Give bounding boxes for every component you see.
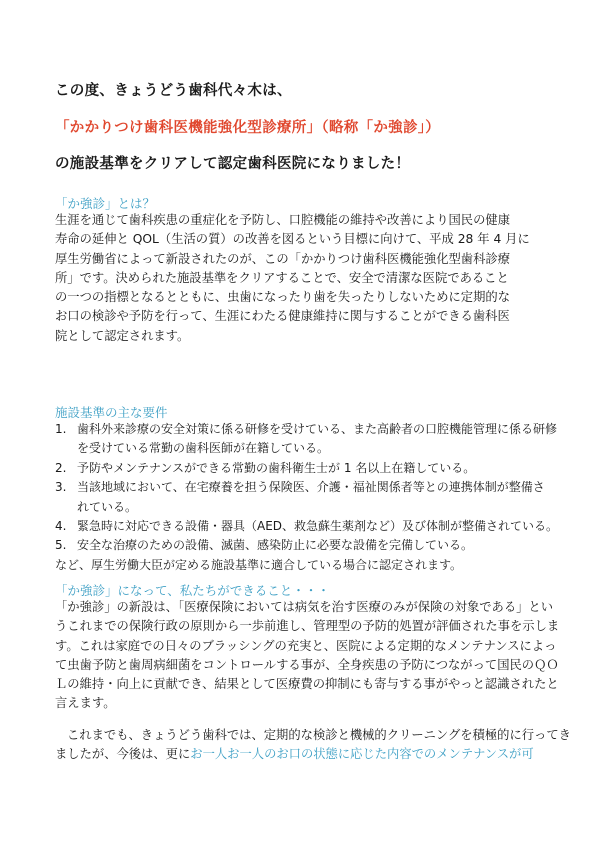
paragraph-line: これまでも、きょうどう歯科では、定期的な検診と機械的クリーニングを積極的に行ってき: [67, 728, 571, 742]
list-item-text: 当該地域において、在宅療養を担う保険医、介護・福祉関係者等との連携体制が整備さ: [77, 480, 545, 495]
intro-line-certified: の施設基準をクリアして認定歯科医院になりました！: [55, 156, 411, 172]
list-item: [55, 517, 560, 536]
paragraph-line: お口の検診や予防を行って、生涯にわたる健康維持に関与することができる歯科医: [55, 309, 510, 324]
section-title-what-is: 「か強診」とは？: [55, 196, 156, 211]
list-item: [55, 536, 560, 555]
section-title-requirements: 施設基準の主な要件: [55, 405, 168, 420]
intro-line-clinic: この度、きょうどう歯科代々木は、: [55, 83, 292, 99]
list-item-text: れている。: [77, 499, 138, 514]
list-item-text: を受けている常勤の歯科医師が在籍している。: [77, 441, 330, 456]
list-item: [55, 420, 560, 459]
list-item-number: 5.: [55, 538, 67, 553]
paragraph-line: 「か強診」の新設は、「医療保険においては病気を治す医療のみが保険の対象である」とい: [55, 600, 554, 614]
list-item-text: 緊急時に対応できる設備・器具（AED、救急蘇生薬剤など）及び体制が整備されている。: [77, 519, 559, 534]
paragraph-line: うこれまでの保険行政の原則から一歩前進し、管理型の予防的処置が評価された事を示しま: [55, 619, 560, 634]
paragraph-line: Ｌの維持・向上に貢献でき、結果として医療費の抑制にも寄与する事がやっと認識されたと: [55, 677, 559, 692]
list-item-text: 安全な治療のための設備、滅菌、感染防止に必要な設備を完備している。: [77, 538, 474, 553]
requirements-list: [55, 420, 560, 575]
closing-paragraph: [55, 726, 571, 765]
closing-highlight-text: お一人お一人のお口の状態に応じた内容でのメンテナンスが可: [190, 747, 534, 762]
list-item-number: 4.: [55, 519, 67, 534]
section-title-what-we-can-do: 「か強診」になって、私たちができること・・・: [55, 583, 330, 598]
list-item-number: 3.: [55, 480, 67, 495]
list-item: [55, 459, 560, 478]
paragraph-line: す。これは家庭での日々のブラッシングの充実と、医院による定期的なメンテナンスによっ: [55, 638, 557, 653]
intro-line-designation: 「かかりつけ歯科医機能強化型診療所」（略称「か強診」）: [55, 120, 441, 136]
list-item: [55, 478, 560, 517]
list-item-text: 歯科外来診療の安全対策に係る研修を受けている、また高齢者の口腔機能管理に係る研修: [77, 422, 558, 436]
paragraph-line: て虫歯予防と歯周病細菌をコントロールする事が、全身疾患の予防につながって国民のＱＯ: [55, 657, 559, 672]
list-item-number: 1.: [55, 422, 67, 436]
paragraph-line: の一つの指標となるとともに、虫歯になったり歯を失ったりしないために定期的な: [55, 290, 510, 305]
paragraph-line: 厚生労働省によって新設されたのが、この「かかりつけ歯科医機能強化型歯科診療: [55, 251, 510, 266]
closing-plain-text: ましたが、今後は、更に: [55, 747, 191, 762]
paragraph-line: 院として認定されます。: [55, 328, 190, 343]
paragraph-line: 言えます。: [55, 696, 116, 711]
section-body-what-we-can-do: [55, 598, 560, 714]
requirements-note: など、厚生労働大臣が定める施設基準に適合している場合に認定されます。: [55, 557, 463, 572]
list-item-text: 予防やメンテナンスができる常勤の歯科衛生士が 1 名以上在籍している。: [77, 460, 476, 475]
paragraph-line: 生涯を通じて歯科疾患の重症化を予防し、口腔機能の維持や改善により国民の健康: [55, 213, 510, 227]
paragraph-line: 所」です。決められた施設基準をクリアすることで、安全で清潔な医院であること: [55, 270, 509, 285]
section-body-what-is: [55, 211, 555, 346]
list-item-number: 2.: [55, 460, 67, 475]
paragraph-line: 寿命の延伸と QOL（生活の質）の改善を図るという目標に向けて、平成 28 年 4 月に: [55, 232, 530, 247]
paragraph-line: [55, 745, 555, 764]
